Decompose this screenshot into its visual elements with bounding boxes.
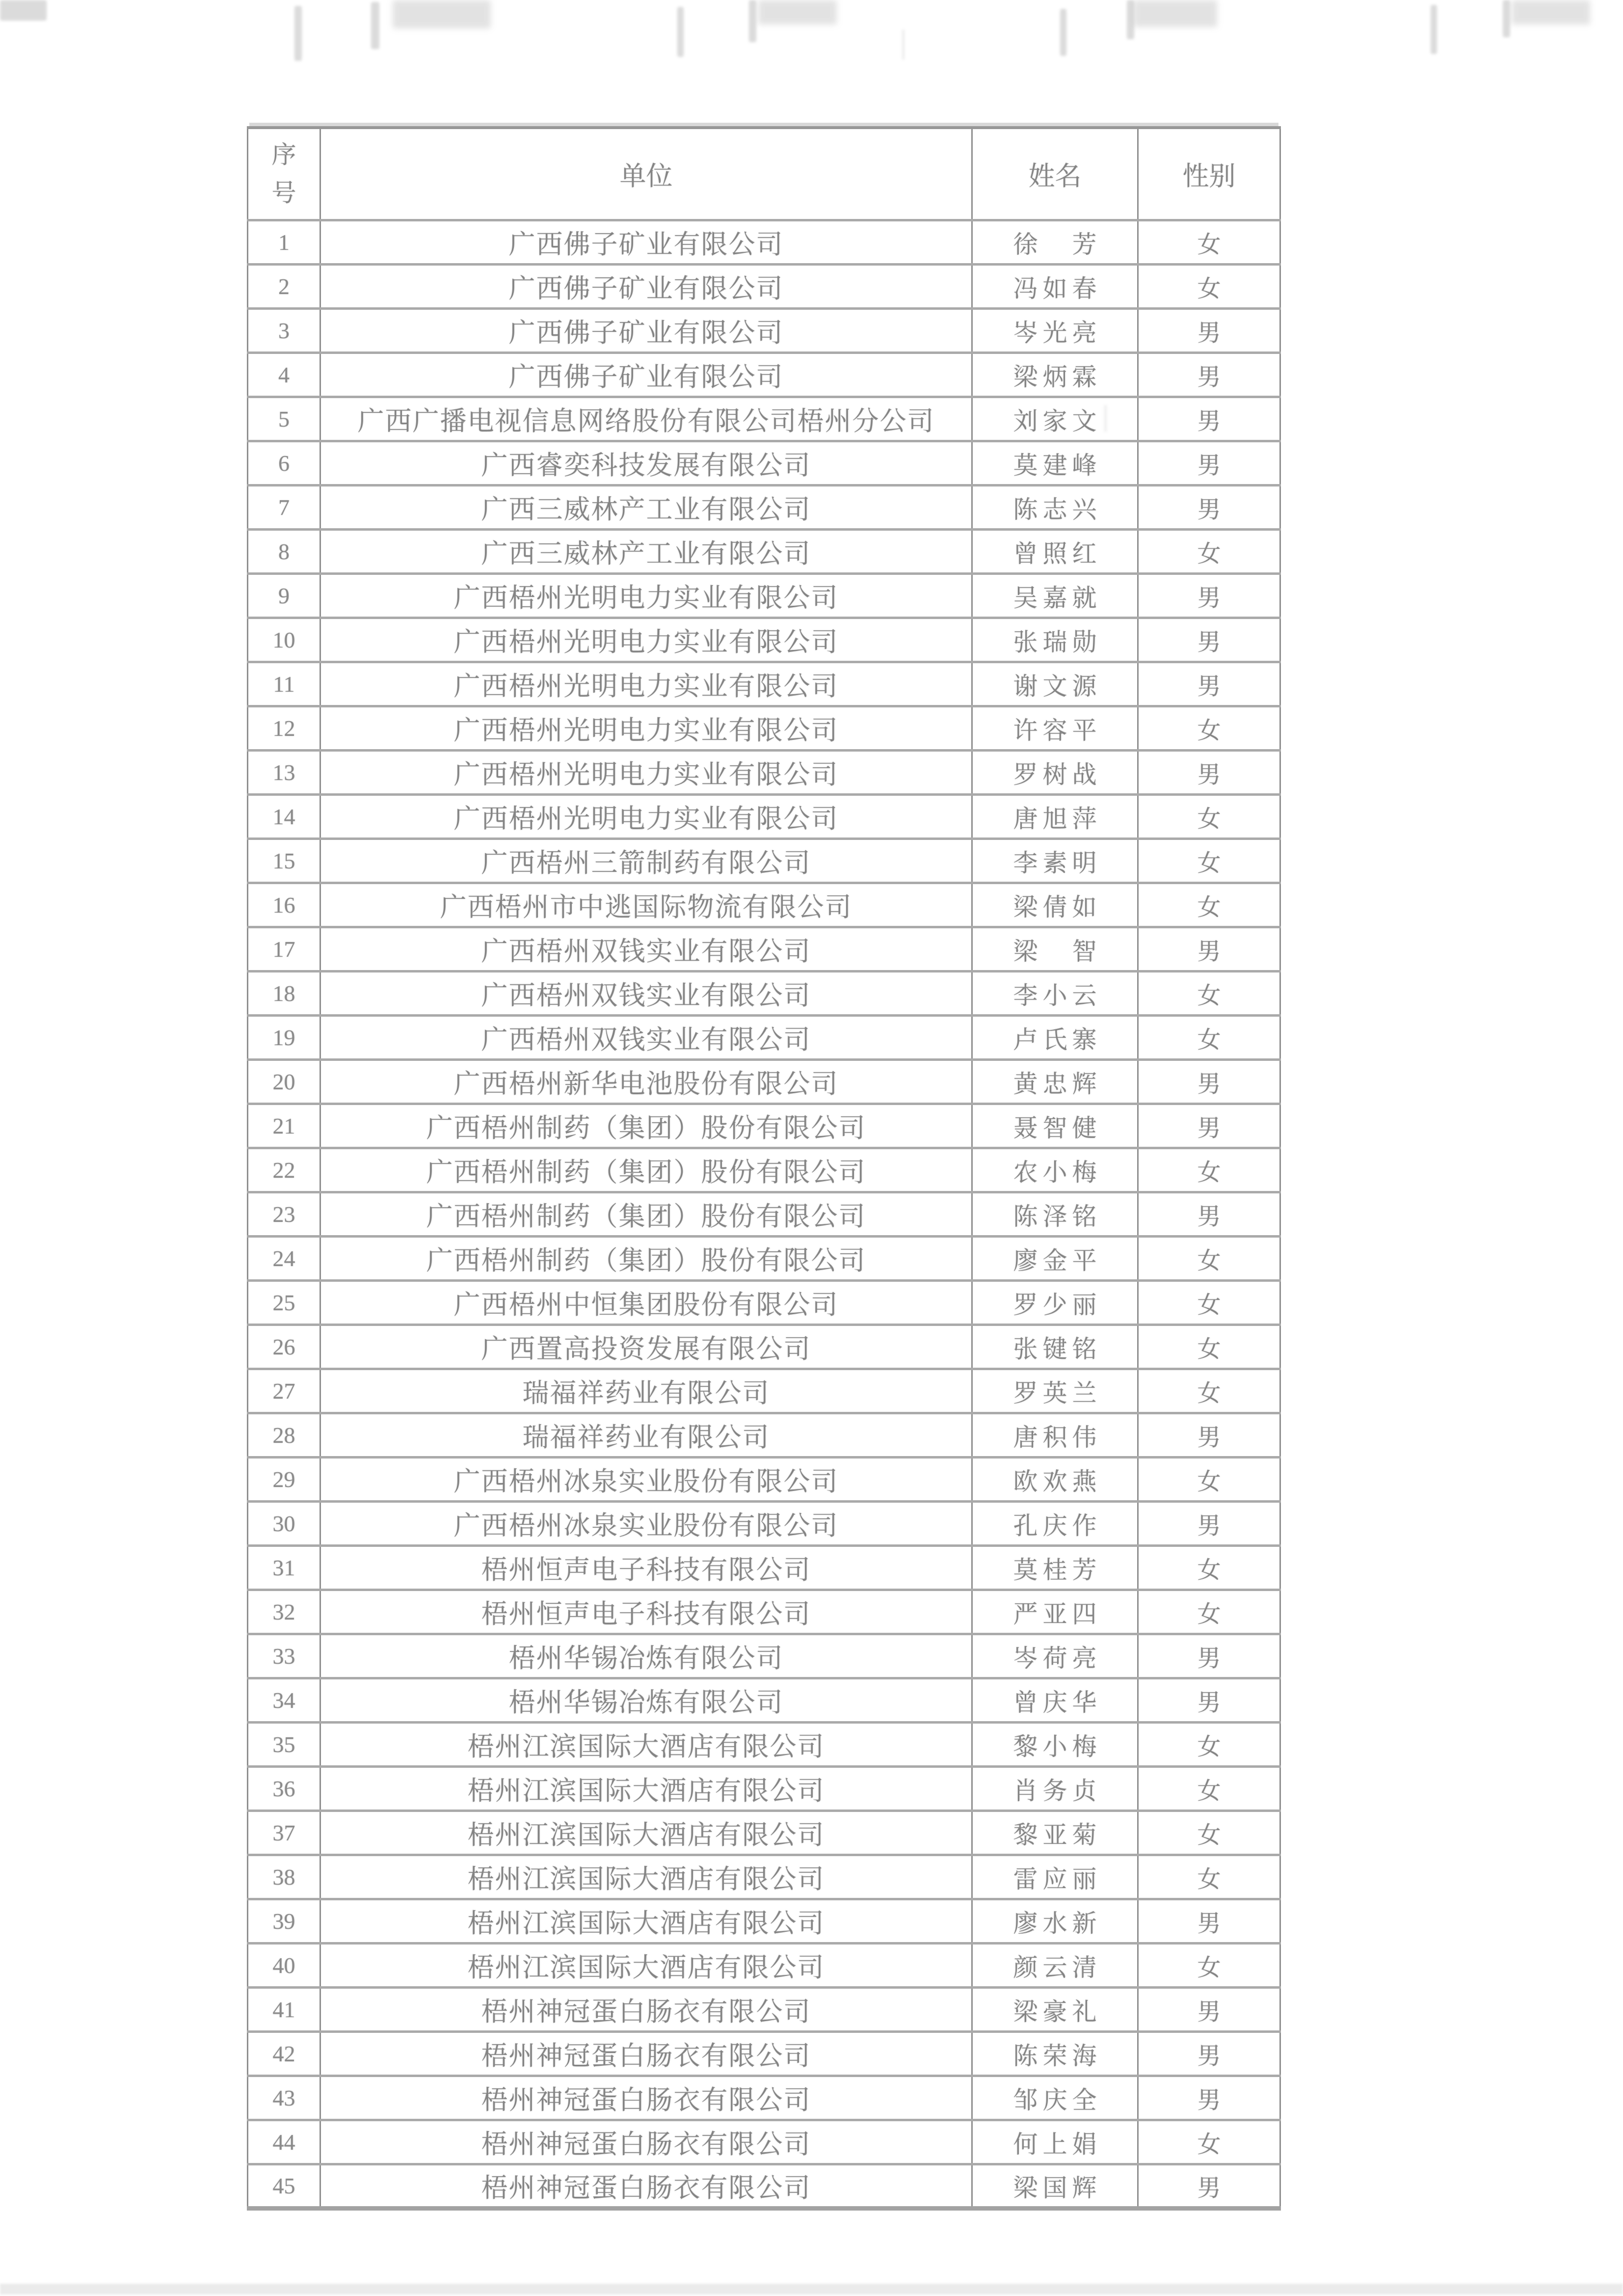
gender-cell: 女: [1138, 1148, 1280, 1192]
name-cell: [972, 1944, 1138, 1988]
table-row: [248, 1811, 1280, 1855]
name-cell: [972, 1678, 1138, 1723]
seq-cell: 11: [248, 662, 320, 706]
table-row: [248, 486, 1280, 530]
seq-cell: 24: [248, 1237, 320, 1281]
gender-cell: 女: [1138, 1281, 1280, 1325]
company-cell: 广西梧州制药（集团）股份有限公司: [320, 1192, 972, 1237]
person-name: 许容平: [1013, 716, 1097, 744]
gender-cell: 女: [1138, 1016, 1280, 1060]
seq-cell: 30: [248, 1502, 320, 1546]
table-row: [248, 220, 1280, 265]
header-seq-label: 序号: [271, 141, 296, 207]
scan-artifact: [393, 0, 491, 28]
table-row: [248, 265, 1280, 309]
name-cell: [972, 972, 1138, 1016]
person-name: 廖金平: [1013, 1246, 1097, 1274]
name-cell: [972, 1192, 1138, 1237]
name-cell: [972, 1767, 1138, 1811]
gender-cell: 男: [1138, 751, 1280, 795]
name-cell: [972, 2076, 1138, 2120]
table-row: [248, 1016, 1280, 1060]
person-name: 梁倩如: [1013, 893, 1097, 921]
gender-cell: 女: [1138, 1944, 1280, 1988]
header-gender: [1138, 128, 1280, 220]
person-name: 李素明: [1013, 849, 1097, 877]
scan-artifact: [749, 0, 756, 42]
gender-cell: 女: [1138, 1369, 1280, 1413]
company-cell: 广西梧州冰泉实业股份有限公司: [320, 1502, 972, 1546]
header-name-label: 姓名: [1028, 162, 1082, 191]
person-name: 刘家文: [1013, 407, 1097, 435]
scan-artifact: [758, 0, 837, 25]
seq-cell: 21: [248, 1104, 320, 1148]
seq-cell: 17: [248, 927, 320, 972]
company-cell: 广西三威林产工业有限公司: [320, 530, 972, 574]
person-name: 肖务贞: [1013, 1777, 1097, 1805]
name-cell: [972, 1546, 1138, 1590]
header-company: [320, 128, 972, 220]
gender-cell: 男: [1138, 1899, 1280, 1944]
name-cell: [972, 706, 1138, 751]
scan-artifact: [1060, 9, 1066, 56]
table-row: [248, 618, 1280, 662]
table-row: [248, 927, 1280, 972]
table-row: [248, 441, 1280, 486]
name-cell: [972, 1148, 1138, 1192]
seq-cell: 41: [248, 1988, 320, 2032]
person-name: 陈泽铭: [1013, 1202, 1097, 1230]
name-cell: [972, 397, 1138, 441]
company-cell: 梧州恒声电子科技有限公司: [320, 1590, 972, 1634]
name-cell: [972, 486, 1138, 530]
person-name: 岑荷亮: [1013, 1644, 1097, 1672]
person-name: 徐芳: [1013, 230, 1097, 258]
seq-cell: 4: [248, 353, 320, 397]
company-cell: 广西广播电视信息网络股份有限公司梧州分公司: [320, 397, 972, 441]
table-row: [248, 1192, 1280, 1237]
gender-cell: 女: [1138, 1546, 1280, 1590]
gender-cell: 男: [1138, 1104, 1280, 1148]
company-cell: 广西梧州双钱实业有限公司: [320, 1016, 972, 1060]
company-cell: 广西佛子矿业有限公司: [320, 220, 972, 265]
seq-cell: 43: [248, 2076, 320, 2120]
table-row: [248, 1060, 1280, 1104]
company-cell: 广西梧州中恒集团股份有限公司: [320, 1281, 972, 1325]
seq-cell: 31: [248, 1546, 320, 1590]
company-cell: 广西梧州光明电力实业有限公司: [320, 574, 972, 618]
scan-artifact: [1127, 0, 1134, 39]
gender-cell: 女: [1138, 1811, 1280, 1855]
company-cell: 广西佛子矿业有限公司: [320, 265, 972, 309]
name-cell: [972, 1413, 1138, 1458]
table-row: [248, 1281, 1280, 1325]
roster-table: [247, 126, 1281, 2211]
gender-cell: 女: [1138, 1458, 1280, 1502]
person-name: 罗树战: [1013, 760, 1097, 788]
gender-cell: 男: [1138, 1413, 1280, 1458]
company-cell: 梧州江滨国际大酒店有限公司: [320, 1944, 972, 1988]
table-row: [248, 397, 1280, 441]
company-cell: 广西佛子矿业有限公司: [320, 353, 972, 397]
gender-cell: 男: [1138, 441, 1280, 486]
seq-cell: 20: [248, 1060, 320, 1104]
name-cell: [972, 441, 1138, 486]
person-name: 梁国辉: [1013, 2174, 1097, 2202]
gender-cell: 男: [1138, 574, 1280, 618]
company-cell: 梧州神冠蛋白肠衣有限公司: [320, 2164, 972, 2209]
gender-cell: 女: [1138, 883, 1280, 927]
company-cell: 梧州江滨国际大酒店有限公司: [320, 1899, 972, 1944]
seq-cell: 38: [248, 1855, 320, 1899]
name-cell: [972, 618, 1138, 662]
person-name: 黄忠辉: [1013, 1070, 1097, 1098]
table-row: [248, 1634, 1280, 1678]
name-cell: [972, 662, 1138, 706]
gender-cell: 女: [1138, 795, 1280, 839]
seq-cell: 35: [248, 1723, 320, 1767]
header-gender-label: 性别: [1182, 162, 1236, 191]
name-cell: [972, 2032, 1138, 2076]
seq-cell: 32: [248, 1590, 320, 1634]
name-cell: [972, 574, 1138, 618]
scan-artifact: [0, 0, 47, 21]
scan-artifact: [1431, 5, 1437, 54]
name-cell: [972, 1988, 1138, 2032]
person-name: 梁炳霖: [1013, 363, 1097, 391]
table-row: [248, 662, 1280, 706]
name-cell: [972, 927, 1138, 972]
gender-cell: 男: [1138, 1502, 1280, 1546]
person-name: 黎小梅: [1013, 1732, 1097, 1760]
person-name: 梁豪礼: [1013, 1998, 1097, 2026]
table-row: [248, 1502, 1280, 1546]
table-row: [248, 1899, 1280, 1944]
header-name: [972, 128, 1138, 220]
person-name: 曾庆华: [1013, 1688, 1097, 1716]
company-cell: 瑞福祥药业有限公司: [320, 1413, 972, 1458]
seq-cell: 27: [248, 1369, 320, 1413]
seq-cell: 39: [248, 1899, 320, 1944]
gender-cell: 女: [1138, 1767, 1280, 1811]
table-row: [248, 2032, 1280, 2076]
name-cell: [972, 2120, 1138, 2164]
name-cell: [972, 1369, 1138, 1413]
gender-cell: 男: [1138, 353, 1280, 397]
table-row: [248, 2164, 1280, 2209]
seq-cell: 34: [248, 1678, 320, 1723]
company-cell: 梧州江滨国际大酒店有限公司: [320, 1767, 972, 1811]
name-cell: [972, 2164, 1138, 2209]
seq-cell: 14: [248, 795, 320, 839]
seq-cell: 19: [248, 1016, 320, 1060]
name-cell: [972, 1325, 1138, 1369]
table-row: [248, 574, 1280, 618]
person-name: 颜云清: [1013, 1953, 1097, 1981]
person-name: 廖水新: [1013, 1909, 1097, 1937]
table-row: [248, 706, 1280, 751]
seq-cell: 3: [248, 309, 320, 353]
table-row: [248, 1104, 1280, 1148]
scan-artifact: [0, 2284, 1623, 2295]
gender-cell: 女: [1138, 220, 1280, 265]
scan-artifact: [371, 2, 379, 49]
table-row: [248, 1855, 1280, 1899]
table-row: [248, 1767, 1280, 1811]
gender-cell: 男: [1138, 1634, 1280, 1678]
company-cell: 广西三威林产工业有限公司: [320, 486, 972, 530]
name-cell: [972, 1060, 1138, 1104]
person-name: 梁智: [1013, 937, 1097, 965]
company-cell: 广西梧州冰泉实业股份有限公司: [320, 1458, 972, 1502]
gender-cell: 女: [1138, 2120, 1280, 2164]
person-name: 岑光亮: [1013, 319, 1097, 347]
company-cell: 瑞福祥药业有限公司: [320, 1369, 972, 1413]
table-row: [248, 1590, 1280, 1634]
seq-cell: 6: [248, 441, 320, 486]
company-cell: 广西置高投资发展有限公司: [320, 1325, 972, 1369]
scan-artifact: [1134, 0, 1217, 27]
company-cell: 梧州华锡冶炼有限公司: [320, 1678, 972, 1723]
company-cell: 广西梧州光明电力实业有限公司: [320, 662, 972, 706]
person-name: 黎亚菊: [1013, 1821, 1097, 1849]
seq-cell: 15: [248, 839, 320, 883]
person-name: 莫建峰: [1013, 451, 1097, 479]
company-cell: 广西梧州光明电力实业有限公司: [320, 751, 972, 795]
person-name: 冯如春: [1013, 274, 1097, 302]
person-name: 雷应丽: [1013, 1865, 1097, 1893]
gender-cell: 女: [1138, 530, 1280, 574]
person-name: 谢文源: [1013, 672, 1097, 700]
seq-cell: 26: [248, 1325, 320, 1369]
person-name: 何上娟: [1013, 2130, 1097, 2158]
name-cell: [972, 265, 1138, 309]
person-name: 吴嘉就: [1013, 584, 1097, 612]
person-name: 张瑞勋: [1013, 628, 1097, 656]
gender-cell: 男: [1138, 662, 1280, 706]
person-name: 孔庆作: [1013, 1512, 1097, 1540]
table-row: [248, 1678, 1280, 1723]
person-name: 陈荣海: [1013, 2042, 1097, 2070]
person-name: 张键铭: [1013, 1335, 1097, 1363]
table-row: [248, 883, 1280, 927]
seq-cell: 10: [248, 618, 320, 662]
table-row: [248, 972, 1280, 1016]
gender-cell: 男: [1138, 2076, 1280, 2120]
table-row: [248, 1944, 1280, 1988]
table-row: [248, 1723, 1280, 1767]
company-cell: 梧州江滨国际大酒店有限公司: [320, 1723, 972, 1767]
table-row: [248, 1413, 1280, 1458]
company-cell: 广西梧州三箭制药有限公司: [320, 839, 972, 883]
seq-cell: 13: [248, 751, 320, 795]
company-cell: 广西梧州制药（集团）股份有限公司: [320, 1104, 972, 1148]
company-cell: 广西梧州光明电力实业有限公司: [320, 618, 972, 662]
company-cell: 广西梧州光明电力实业有限公司: [320, 795, 972, 839]
person-name: 聂智健: [1013, 1114, 1097, 1142]
gender-cell: 男: [1138, 397, 1280, 441]
gender-cell: 男: [1138, 486, 1280, 530]
company-cell: 梧州神冠蛋白肠衣有限公司: [320, 2120, 972, 2164]
person-name: 罗少丽: [1013, 1291, 1097, 1319]
name-cell: [972, 1458, 1138, 1502]
seq-cell: 29: [248, 1458, 320, 1502]
gender-cell: 男: [1138, 2164, 1280, 2209]
gender-cell: 男: [1138, 309, 1280, 353]
table-row: [248, 1148, 1280, 1192]
gender-cell: 男: [1138, 1192, 1280, 1237]
person-name: 莫桂芳: [1013, 1556, 1097, 1584]
seq-cell: 12: [248, 706, 320, 751]
table-row: [248, 1988, 1280, 2032]
table-row: [248, 1369, 1280, 1413]
company-cell: 梧州华锡冶炼有限公司: [320, 1634, 972, 1678]
table-row: [248, 1325, 1280, 1369]
name-cell: [972, 795, 1138, 839]
company-cell: 广西梧州双钱实业有限公司: [320, 972, 972, 1016]
name-cell: [972, 1811, 1138, 1855]
table-row: [248, 2076, 1280, 2120]
company-cell: 梧州江滨国际大酒店有限公司: [320, 1855, 972, 1899]
name-cell: [972, 309, 1138, 353]
seq-cell: 28: [248, 1413, 320, 1458]
gender-cell: 女: [1138, 1325, 1280, 1369]
name-cell: [972, 839, 1138, 883]
gender-cell: 女: [1138, 265, 1280, 309]
header-row: [248, 128, 1280, 220]
person-name: 卢氏寨: [1013, 1026, 1097, 1053]
seq-cell: 40: [248, 1944, 320, 1988]
company-cell: 梧州神冠蛋白肠衣有限公司: [320, 1988, 972, 2032]
gender-cell: 女: [1138, 972, 1280, 1016]
table-row: [248, 353, 1280, 397]
company-cell: 广西梧州光明电力实业有限公司: [320, 706, 972, 751]
gender-cell: 女: [1138, 839, 1280, 883]
seq-cell: 37: [248, 1811, 320, 1855]
person-name: 罗英兰: [1013, 1379, 1097, 1407]
scan-artifact: [677, 7, 684, 57]
seq-cell: 42: [248, 2032, 320, 2076]
gender-cell: 男: [1138, 927, 1280, 972]
company-cell: 广西梧州制药（集团）股份有限公司: [320, 1237, 972, 1281]
scan-artifact: [294, 6, 302, 61]
table-row: [248, 751, 1280, 795]
seq-cell: 1: [248, 220, 320, 265]
company-cell: 广西梧州市中逃国际物流有限公司: [320, 883, 972, 927]
scan-artifact: [902, 29, 905, 60]
header-seq: [248, 128, 320, 220]
name-cell: [972, 751, 1138, 795]
scan-artifact: [1512, 0, 1590, 25]
seq-cell: 9: [248, 574, 320, 618]
gender-cell: 女: [1138, 1590, 1280, 1634]
seq-cell: 5: [248, 397, 320, 441]
table-row: [248, 1458, 1280, 1502]
name-cell: [972, 1237, 1138, 1281]
scan-artifact: [1503, 0, 1510, 37]
seq-cell: 25: [248, 1281, 320, 1325]
name-cell: [972, 1634, 1138, 1678]
person-name: 唐旭萍: [1013, 805, 1097, 833]
person-name: 严亚四: [1013, 1600, 1097, 1628]
person-name: 农小梅: [1013, 1158, 1097, 1186]
seq-cell: 2: [248, 265, 320, 309]
name-cell: [972, 530, 1138, 574]
seq-cell: 23: [248, 1192, 320, 1237]
gender-cell: 男: [1138, 1988, 1280, 2032]
name-cell: [972, 220, 1138, 265]
name-cell: [972, 1855, 1138, 1899]
gender-cell: 女: [1138, 1237, 1280, 1281]
company-cell: 广西梧州新华电池股份有限公司: [320, 1060, 972, 1104]
seq-cell: 16: [248, 883, 320, 927]
person-name: 邹庆全: [1013, 2086, 1097, 2114]
company-cell: 广西梧州双钱实业有限公司: [320, 927, 972, 972]
name-cell: [972, 353, 1138, 397]
company-cell: 梧州神冠蛋白肠衣有限公司: [320, 2076, 972, 2120]
seq-cell: 45: [248, 2164, 320, 2209]
seq-cell: 36: [248, 1767, 320, 1811]
table-row: [248, 839, 1280, 883]
person-name: 李小云: [1013, 981, 1097, 1009]
name-cell: [972, 1016, 1138, 1060]
header-company-label: 单位: [619, 162, 673, 191]
gender-cell: 男: [1138, 1060, 1280, 1104]
person-name: 欧欢燕: [1013, 1467, 1097, 1495]
table-row: [248, 2120, 1280, 2164]
name-cell: [972, 1590, 1138, 1634]
table-body: [248, 220, 1280, 2209]
table-row: [248, 309, 1280, 353]
gender-cell: 男: [1138, 618, 1280, 662]
company-cell: 广西睿奕科技发展有限公司: [320, 441, 972, 486]
seq-cell: 22: [248, 1148, 320, 1192]
seq-cell: 7: [248, 486, 320, 530]
gender-cell: 男: [1138, 1678, 1280, 1723]
company-cell: 梧州神冠蛋白肠衣有限公司: [320, 2032, 972, 2076]
person-name: 唐积伟: [1013, 1423, 1097, 1451]
seq-cell: 33: [248, 1634, 320, 1678]
table-row: [248, 530, 1280, 574]
gender-cell: 男: [1138, 2032, 1280, 2076]
gender-cell: 女: [1138, 1723, 1280, 1767]
company-cell: 梧州恒声电子科技有限公司: [320, 1546, 972, 1590]
seq-cell: 8: [248, 530, 320, 574]
person-name: 曾照红: [1013, 540, 1097, 567]
gender-cell: 女: [1138, 1855, 1280, 1899]
name-cell: [972, 1281, 1138, 1325]
name-cell: [972, 1104, 1138, 1148]
seq-cell: 18: [248, 972, 320, 1016]
seq-cell: 44: [248, 2120, 320, 2164]
table-row: [248, 795, 1280, 839]
name-cell: [972, 1723, 1138, 1767]
name-cell: [972, 1502, 1138, 1546]
company-cell: 广西佛子矿业有限公司: [320, 309, 972, 353]
gender-cell: 女: [1138, 706, 1280, 751]
person-name: 陈志兴: [1013, 495, 1097, 523]
company-cell: 广西梧州制药（集团）股份有限公司: [320, 1148, 972, 1192]
table-row: [248, 1237, 1280, 1281]
name-cell: [972, 883, 1138, 927]
name-cell: [972, 1899, 1138, 1944]
table-row: [248, 1546, 1280, 1590]
company-cell: 梧州江滨国际大酒店有限公司: [320, 1811, 972, 1855]
